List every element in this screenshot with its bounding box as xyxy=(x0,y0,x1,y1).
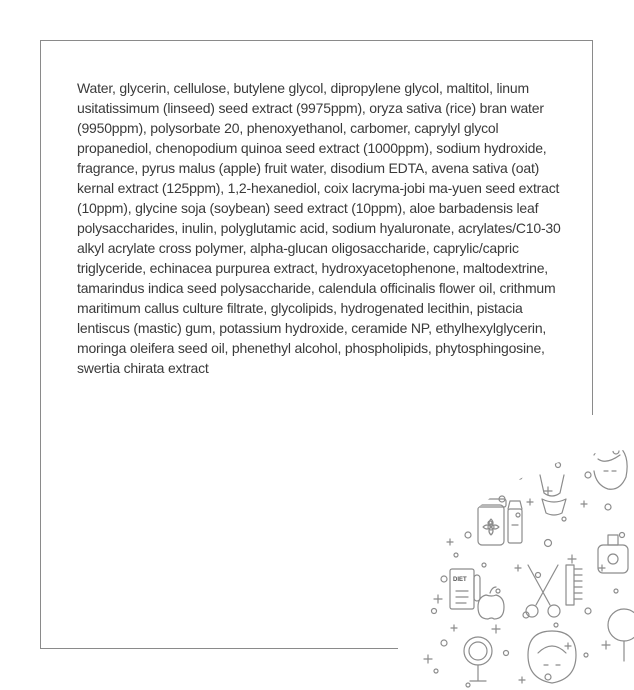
beauty-icons-illustration xyxy=(398,415,634,690)
diet-label: DIET xyxy=(453,577,467,583)
ingredients-list: Water, glycerin, cellulose, butylene glycol, dipropylene glycol, maltitol, linum usitatissimum (linseed) seed extract (9975ppm), oryza sativa (rice) bran water (9950ppm), polysorbate 20, phenoxyethanol, carbomer, caprylyl glycol propanediol, chenopodium quinoa seed extract (1000ppm), sodium hydroxide, fragrance, pyrus malus (apple) fruit water, disodium EDTA, avena sativa (oat) kernal extract (125ppm), 1,2-hexanediol, coix lacryma-jobi ma-yuen seed extract (10ppm), glycine soja (soybean) seed extract (10ppm), aloe barbadensis leaf polysaccharides, inulin, polyglutamic acid, sodium hyaluronate, acrylates/C10-30 alkyl acrylate cross polymer, alpha-glucan oligosaccharide, caprylic/capric triglyceride, echinacea purpurea extract, hydroxyacetophenone, maltodextrine, tamarindus indica seed polysaccharide, calendula officinalis flower oil, crithmum maritimum callus culture filtrate, glycolipids, hydrogenated lecithin, pistacia lentiscus (mastic) gum, potassium hydroxide, ceramide NP, ethylhexylglycerin, moringa oleifera seed oil, phenethyl alcohol, phospholipids, phytosphingosine, swertia chirata extract xyxy=(77,80,561,376)
